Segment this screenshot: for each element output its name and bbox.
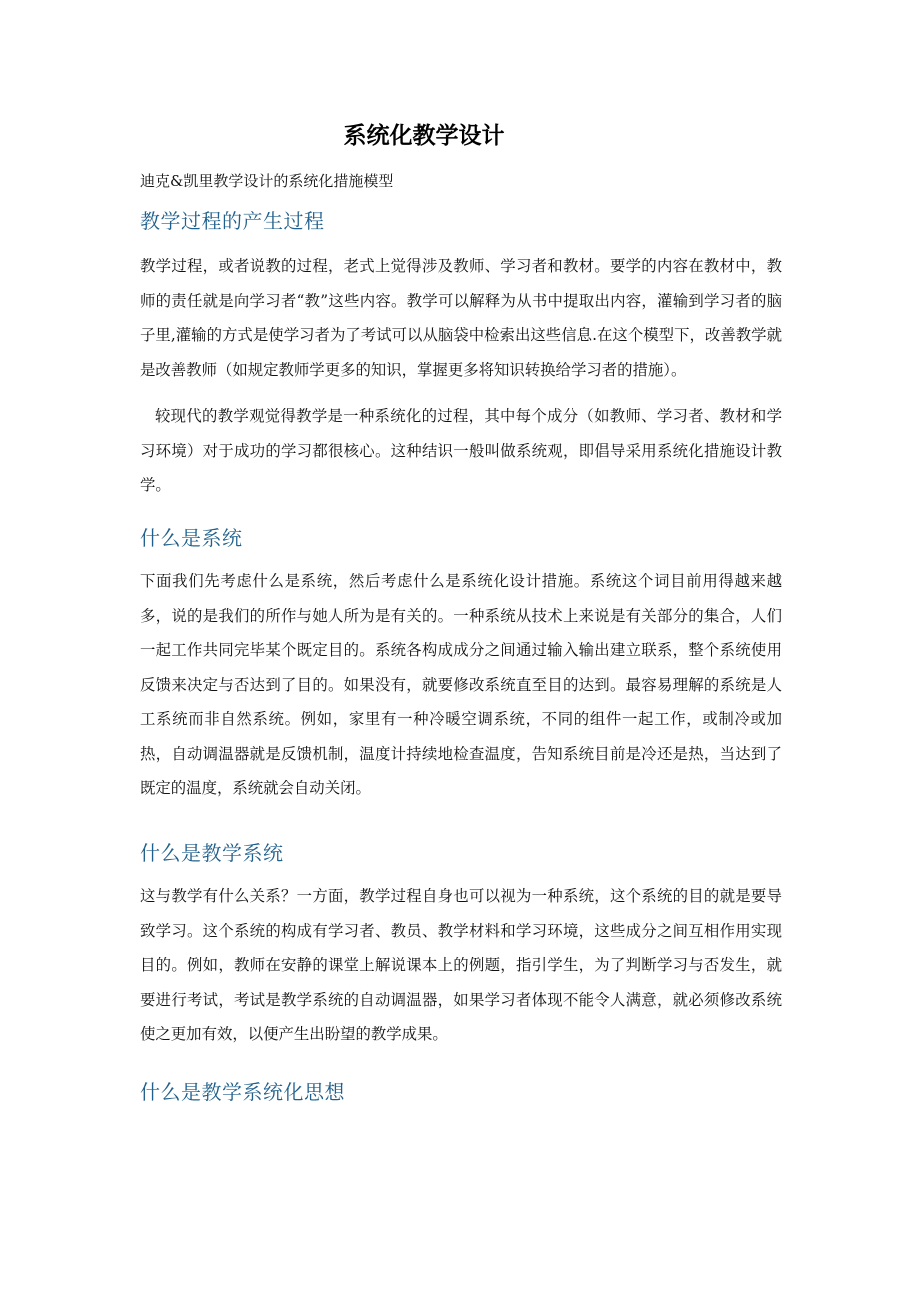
section-heading: 什么是教学系统化思想 xyxy=(140,1080,345,1104)
section-heading: 什么是教学系统 xyxy=(140,841,284,865)
section-heading: 什么是系统 xyxy=(140,526,243,550)
section-heading: 教学过程的产生过程 xyxy=(140,209,325,233)
document-title: 系统化教学设计 xyxy=(343,122,505,149)
paragraph: 下面我们先考虑什么是系统，然后考虑什么是系统化设计措施。系统这个词目前用得越来越多，说的是我们的所作与她人所为是有关的。一种系统从技术上来说是有关部分的集合，人们一起工作共同完毕某个既定目的。系统各构成成分之间通过输入输出建立联系，整个系统使用反馈来决定与否达到了目的。如果没有，就要修改系统直至目的达到。最容易理解的系统是人工系统而非自然系统。例如，家里有一种冷暖空调系统，不同的组件一起工作，或制冷或加热，自动调温器就是反馈机制，温度计持续地检查温度，告知系统目前是冷还是热，当达到了既定的温度，系统就会自动关闭。 xyxy=(140,572,782,797)
paragraph: 教学过程，或者说教的过程，老式上觉得涉及教师、学习者和教材。要学的内容在教材中，教师的责任就是向学习者“教”这些内容。教学可以解释为从书中提取出内容，灌输到学习者的脑子里,灌输的方式是使学习者为了考试可以从脑袋中检索出这些信息.在这个模型下，改善教学就是改善教师（如规定教师学更多的知识，掌握更多将知识转换给学习者的措施）。 xyxy=(140,257,782,379)
document-subtitle: 迪克&凯里教学设计的系统化措施模型 xyxy=(140,172,394,190)
paragraph: 较现代的教学观觉得教学是一种系统化的过程，其中每个成分（如教师、学习者、教材和学习环境）对于成功的学习都很核心。这种结识一般叫做系统观，即倡导采用系统化措施设计教学。 xyxy=(140,407,782,494)
paragraph: 这与教学有什么关系？一方面，教学过程自身也可以视为一种系统，这个系统的目的就是要导致学习。这个系统的构成有学习者、教员、教学材料和学习环境，这些成分之间互相作用实现目的。例如，教师在安静的课堂上解说课本上的例题，指引学生，为了判断学习与否发生，就要进行考试，考试是教学系统的自动调温器，如果学习者体现不能令人满意，就必须修改系统使之更加有效，以便产生出盼望的教学成果。 xyxy=(140,887,782,1043)
